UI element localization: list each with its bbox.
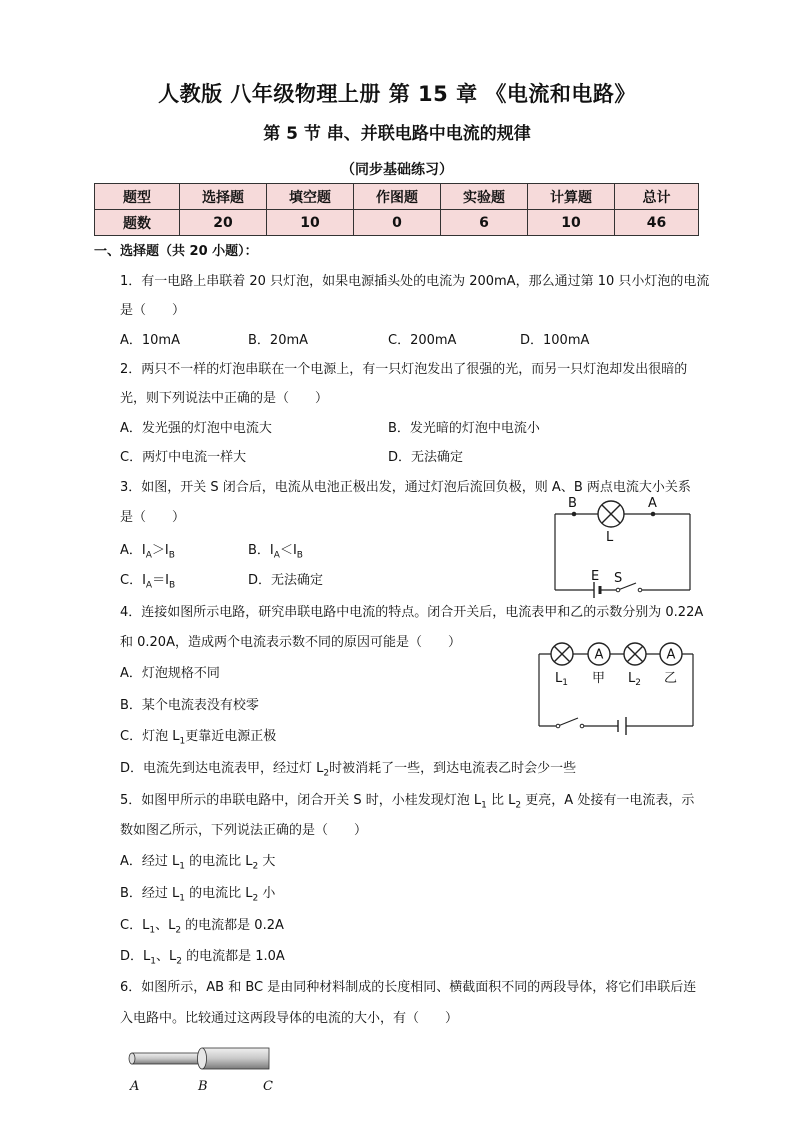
subscript: 1 [562, 678, 568, 688]
text-run: 、L [156, 949, 177, 964]
q1-option-b: B．20mA [248, 333, 309, 348]
q6-stem-line2: 入电路中。比较通过这两段导体的电流的大小，有（ ） [120, 1011, 459, 1026]
table-cell: 作图题 [354, 184, 441, 210]
q3-circuit-figure [550, 494, 695, 594]
ammeter-jia-label: 甲 [592, 671, 606, 686]
lamp-l2-label [628, 671, 641, 688]
subscript: 1 [179, 736, 186, 747]
subscript: 2 [515, 800, 522, 811]
q3-option-a [120, 542, 175, 565]
text-run: 小 [258, 886, 276, 901]
text-run: ＝I [152, 573, 169, 588]
ammeter-jia-icon [588, 643, 610, 665]
q4-option-b: B．某个电流表没有校零 [120, 698, 259, 713]
subscript: 1 [149, 925, 156, 936]
text-run: 的电流都是 0.2A [181, 918, 284, 933]
q5-stem-line2: 数如图乙所示，下列说法正确的是（ ） [120, 823, 368, 838]
subscript: 2 [252, 893, 259, 904]
q1-option-c: C．200mA [388, 333, 457, 348]
table-row [95, 184, 699, 210]
q2-option-b: B．发光暗的灯泡中电流小 [388, 421, 540, 436]
subscript: 2 [176, 956, 182, 967]
battery-label: E [591, 569, 600, 584]
text-run: C．灯泡 L [120, 729, 180, 744]
q3-option-d: D．无法确定 [248, 573, 324, 588]
text-run: 比 L [486, 793, 516, 808]
q3-stem-line2: 是（ ） [120, 510, 186, 525]
q3-option-b [248, 542, 303, 565]
subscript: A [145, 550, 152, 561]
subscript: 1 [150, 956, 156, 967]
ammeter-symbol: A [594, 647, 604, 663]
text-run: C．I [120, 573, 146, 588]
section-heading: 一、选择题（共 20 小题）： [94, 244, 258, 259]
q6-conductor-figure [126, 1046, 276, 1096]
text-run: 的电流比 L [185, 854, 253, 869]
text-run: B．I [248, 543, 274, 558]
subscript: 2 [323, 768, 330, 779]
table-cell: 实验题 [441, 184, 528, 210]
text-run: B．经过 L [120, 886, 180, 901]
subscript: 1 [481, 800, 487, 811]
text-run: C．L [120, 918, 150, 933]
q4-option-c [120, 728, 276, 751]
battery-icon [594, 582, 600, 598]
thin-conductor [129, 1053, 202, 1064]
q6-stem-line1: 6．如图所示，AB 和 BC 是由同种材料制成的长度相同、横截面积不同的两段导体，将它们串联后连 [120, 980, 697, 995]
text-run: A．I [120, 543, 146, 558]
lamp-icon [598, 501, 624, 527]
table-cell: 题数 [95, 210, 180, 236]
text-run: 5．如图甲所示的串联电路中，闭合开关 S 时，小桂发现灯泡 L [120, 793, 482, 808]
table-cell: 20 [180, 210, 267, 236]
text-run: 的电流都是 1.0A [181, 949, 285, 964]
point-a-label: A [648, 496, 657, 511]
q5-option-d [120, 948, 285, 971]
q3-stem-line1: 3．如图，开关 S 闭合后，电流从电池正极出发，通过灯泡后流回负极，则 A、B 两点电流大小关系 [120, 480, 691, 495]
switch-label: S [614, 571, 623, 586]
subscript: A [273, 550, 280, 561]
q5-option-b [120, 885, 275, 908]
subscript: B [168, 580, 176, 591]
q2-stem-line1: 2．两只不一样的灯泡串联在一个电源上，有一只灯泡发出了很强的光，而另一只灯泡却发出很暗的 [120, 362, 688, 377]
text-run: 更亮，A 处接有一电流表，示 [521, 793, 695, 808]
text-run: D．电流先到达电流表甲，经过灯 L [120, 761, 324, 776]
table-cell: 填空题 [267, 184, 354, 210]
q1-option-a: A．10mA [120, 333, 180, 348]
lamp-l1-icon [551, 643, 573, 665]
text-run: L [555, 671, 563, 686]
point-c-label: C [263, 1079, 273, 1094]
q3-option-c [120, 572, 175, 595]
table-cell: 选择题 [180, 184, 267, 210]
ammeter-yi-label: 乙 [664, 671, 678, 686]
section-subtitle: 第 5 节 串、并联电路中电流的规律 [263, 124, 531, 144]
subscript: B [168, 550, 175, 561]
q1-option-d: D．100mA [520, 333, 590, 348]
lamp-l2-icon [624, 643, 646, 665]
q1-stem-line2: 是（ ） [120, 303, 186, 318]
table-cell: 10 [528, 210, 615, 236]
subscript: A [145, 580, 153, 591]
page-title: 人教版 八年级物理上册 第 15 章 《电流和电路》 [158, 82, 636, 106]
subscript: B [296, 550, 303, 561]
table-cell: 总计 [615, 184, 699, 210]
q5-option-a [120, 853, 275, 876]
table-cell: 0 [354, 210, 441, 236]
table-cell: 10 [267, 210, 354, 236]
text-run: A．经过 L [120, 854, 180, 869]
text-run: L [628, 671, 636, 686]
battery-icon [618, 717, 626, 735]
question-summary-table [94, 183, 699, 236]
q5-stem-line1 [120, 792, 694, 815]
q2-stem-line2: 光，则下列说法中正确的是（ ） [120, 391, 329, 406]
q4-option-d [120, 760, 576, 783]
text-run: 更靠近电源正极 [185, 729, 277, 744]
subscript: 1 [179, 893, 186, 904]
point-b-label: B [198, 1079, 208, 1094]
text-run: ＞I [151, 543, 169, 558]
ammeter-symbol: A [666, 647, 676, 663]
q2-option-c: C．两灯中电流一样大 [120, 450, 247, 465]
text-run: 、L [155, 918, 176, 933]
subscript: 2 [635, 678, 641, 688]
ammeter-yi-icon [660, 643, 682, 665]
q4-stem-line2: 和 0.20A，造成两个电流表示数不同的原因可能是（ ） [120, 635, 461, 650]
table-row [95, 210, 699, 236]
subscript: 2 [252, 861, 259, 872]
lamp-l1-label [555, 671, 568, 688]
point-a-label: A [130, 1079, 140, 1094]
text-run: ＜I [279, 543, 297, 558]
text-run: D．L [120, 949, 151, 964]
practice-tag: （同步基础练习） [341, 162, 453, 178]
q4-stem-line1: 4．连接如图所示电路，研究串联电路中电流的特点。闭合开关后，电流表甲和乙的示数分别为 0.22A [120, 605, 704, 620]
text-run: 的电流比 L [185, 886, 253, 901]
point-b-label: B [568, 496, 577, 511]
q5-option-c [120, 917, 284, 940]
table-cell: 6 [441, 210, 528, 236]
q1-stem-line1: 1．有一电路上串联着 20 只灯泡，如果电源插头处的电流为 200mA，那么通过第 10 只小灯泡的电流 [120, 274, 710, 289]
q4-option-a: A．灯泡规格不同 [120, 666, 220, 681]
q2-option-d: D．无法确定 [388, 450, 464, 465]
subscript: 1 [179, 861, 186, 872]
thick-conductor [198, 1048, 270, 1069]
table-cell: 计算题 [528, 184, 615, 210]
q4-circuit-figure [536, 640, 696, 730]
q2-option-a: A．发光强的灯泡中电流大 [120, 421, 272, 436]
subscript: 2 [175, 925, 182, 936]
lamp-label: L [606, 530, 614, 545]
text-run: 大 [258, 854, 276, 869]
table-cell: 46 [615, 210, 699, 236]
table-cell: 题型 [95, 184, 180, 210]
text-run: 时被消耗了一些，到达电流表乙时会少一些 [329, 761, 577, 776]
